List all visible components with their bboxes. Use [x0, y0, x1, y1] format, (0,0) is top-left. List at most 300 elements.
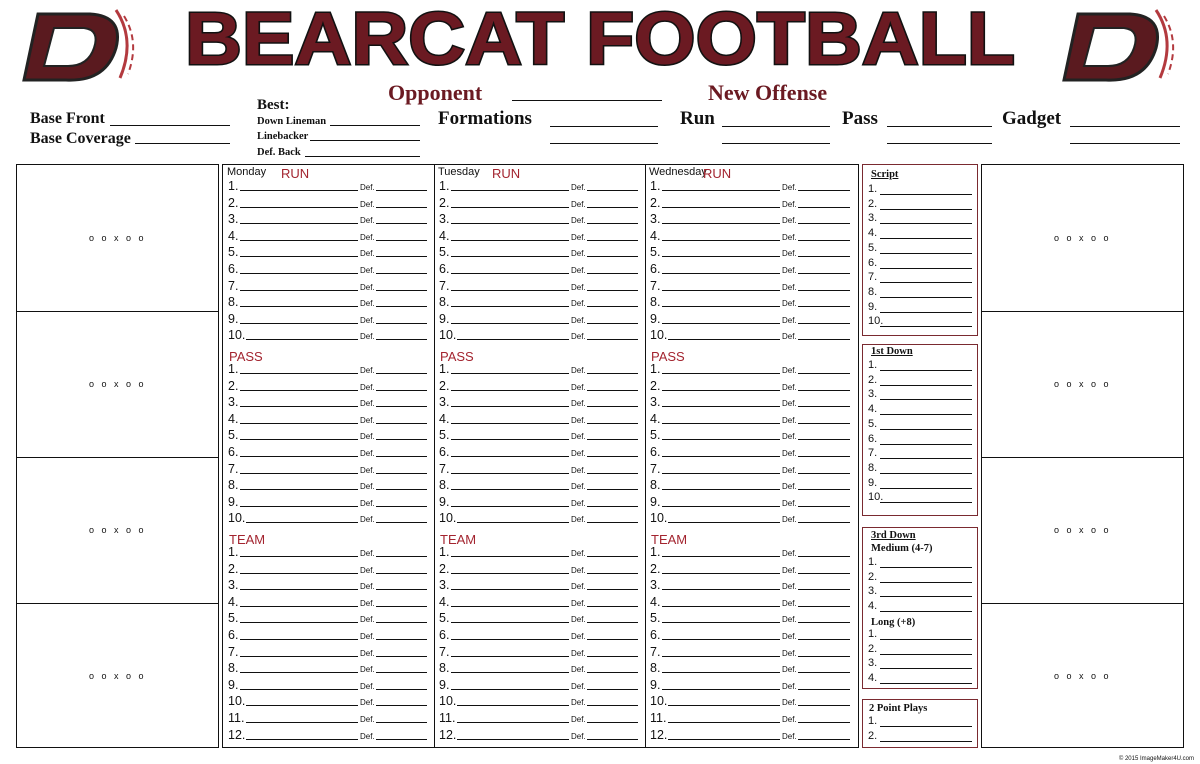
- play-row[interactable]: [439, 709, 640, 725]
- play-field[interactable]: [246, 522, 358, 523]
- def-field[interactable]: [376, 323, 427, 324]
- play-row[interactable]: [650, 210, 852, 226]
- play-field[interactable]: [451, 506, 569, 507]
- def-field[interactable]: [376, 656, 427, 657]
- def-field[interactable]: [376, 473, 427, 474]
- play-field[interactable]: [880, 282, 972, 283]
- def-field[interactable]: [587, 207, 638, 208]
- pass-field-2[interactable]: [887, 129, 992, 144]
- script-row[interactable]: [868, 462, 972, 476]
- def-field[interactable]: [376, 622, 427, 623]
- play-field[interactable]: [457, 739, 569, 740]
- def-field[interactable]: [587, 323, 638, 324]
- def-field[interactable]: [798, 256, 850, 257]
- def-field[interactable]: [587, 606, 638, 607]
- script-row[interactable]: [868, 183, 972, 197]
- formations-field-2[interactable]: [550, 129, 658, 144]
- def-field[interactable]: [376, 573, 427, 574]
- play-row[interactable]: [228, 393, 429, 409]
- def-field[interactable]: [587, 390, 638, 391]
- play-field[interactable]: [880, 253, 972, 254]
- play-field[interactable]: [240, 256, 358, 257]
- play-row[interactable]: [439, 643, 640, 659]
- play-row[interactable]: [650, 426, 852, 442]
- play-field[interactable]: [457, 339, 569, 340]
- def-field[interactable]: [587, 656, 638, 657]
- script-row[interactable]: [868, 585, 972, 599]
- play-row[interactable]: [650, 576, 852, 592]
- def-field[interactable]: [376, 456, 427, 457]
- script-row[interactable]: [868, 315, 972, 329]
- play-field[interactable]: [880, 639, 972, 640]
- play-field[interactable]: [880, 297, 972, 298]
- def-field[interactable]: [798, 722, 850, 723]
- play-field[interactable]: [240, 423, 358, 424]
- play-field[interactable]: [662, 506, 780, 507]
- def-field[interactable]: [376, 223, 427, 224]
- play-row[interactable]: [439, 560, 640, 576]
- play-field[interactable]: [880, 567, 972, 568]
- play-row[interactable]: [439, 277, 640, 293]
- def-field[interactable]: [376, 339, 427, 340]
- script-row[interactable]: [868, 359, 972, 373]
- play-field[interactable]: [240, 240, 358, 241]
- play-row[interactable]: [228, 676, 429, 692]
- play-row[interactable]: [228, 609, 429, 625]
- play-field[interactable]: [451, 207, 569, 208]
- play-row[interactable]: [650, 310, 852, 326]
- play-field[interactable]: [880, 209, 972, 210]
- def-field[interactable]: [376, 373, 427, 374]
- def-field[interactable]: [798, 705, 850, 706]
- play-field[interactable]: [662, 573, 780, 574]
- play-field[interactable]: [662, 323, 780, 324]
- play-field[interactable]: [668, 722, 780, 723]
- def-field[interactable]: [798, 522, 850, 523]
- def-field[interactable]: [587, 705, 638, 706]
- play-row[interactable]: [439, 210, 640, 226]
- def-field[interactable]: [587, 240, 638, 241]
- play-field[interactable]: [240, 439, 358, 440]
- play-field[interactable]: [451, 439, 569, 440]
- def-field[interactable]: [376, 639, 427, 640]
- play-field[interactable]: [451, 423, 569, 424]
- script-row[interactable]: [868, 556, 972, 570]
- def-field[interactable]: [798, 339, 850, 340]
- play-field[interactable]: [662, 489, 780, 490]
- linebacker-field[interactable]: [310, 129, 420, 141]
- def-field[interactable]: [798, 439, 850, 440]
- formation-cell[interactable]: [982, 603, 1183, 749]
- play-field[interactable]: [880, 385, 972, 386]
- play-field[interactable]: [451, 323, 569, 324]
- def-field[interactable]: [798, 473, 850, 474]
- def-field[interactable]: [798, 406, 850, 407]
- play-field[interactable]: [451, 256, 569, 257]
- play-field[interactable]: [662, 290, 780, 291]
- play-field[interactable]: [662, 223, 780, 224]
- play-row[interactable]: [439, 692, 640, 708]
- play-field[interactable]: [246, 705, 358, 706]
- def-field[interactable]: [587, 190, 638, 191]
- play-field[interactable]: [880, 312, 972, 313]
- play-field[interactable]: [880, 399, 972, 400]
- play-field[interactable]: [880, 326, 972, 327]
- play-field[interactable]: [662, 556, 780, 557]
- def-field[interactable]: [798, 556, 850, 557]
- play-field[interactable]: [451, 406, 569, 407]
- play-field[interactable]: [880, 683, 972, 684]
- play-row[interactable]: [650, 493, 852, 509]
- def-field[interactable]: [798, 573, 850, 574]
- def-field[interactable]: [376, 589, 427, 590]
- play-row[interactable]: [439, 659, 640, 675]
- def-field[interactable]: [587, 589, 638, 590]
- run-field-2[interactable]: [722, 129, 830, 144]
- def-field[interactable]: [587, 339, 638, 340]
- formation-cell[interactable]: [17, 311, 218, 457]
- play-field[interactable]: [240, 489, 358, 490]
- play-field[interactable]: [451, 622, 569, 623]
- play-field[interactable]: [451, 190, 569, 191]
- play-row[interactable]: [439, 243, 640, 259]
- def-field[interactable]: [587, 256, 638, 257]
- play-row[interactable]: [228, 593, 429, 609]
- play-field[interactable]: [457, 722, 569, 723]
- play-row[interactable]: [228, 410, 429, 426]
- def-field[interactable]: [798, 240, 850, 241]
- script-row[interactable]: [868, 715, 972, 729]
- play-row[interactable]: [228, 177, 429, 193]
- play-field[interactable]: [240, 456, 358, 457]
- play-field[interactable]: [240, 473, 358, 474]
- def-field[interactable]: [376, 722, 427, 723]
- def-field[interactable]: [798, 689, 850, 690]
- play-field[interactable]: [662, 373, 780, 374]
- def-field[interactable]: [798, 456, 850, 457]
- play-field[interactable]: [246, 722, 358, 723]
- play-row[interactable]: [650, 709, 852, 725]
- def-field[interactable]: [798, 323, 850, 324]
- play-row[interactable]: [650, 443, 852, 459]
- play-field[interactable]: [880, 668, 972, 669]
- def-field[interactable]: [376, 705, 427, 706]
- play-field[interactable]: [662, 306, 780, 307]
- def-field[interactable]: [798, 672, 850, 673]
- def-field[interactable]: [587, 739, 638, 740]
- play-field[interactable]: [451, 672, 569, 673]
- play-field[interactable]: [880, 444, 972, 445]
- def-field[interactable]: [376, 606, 427, 607]
- play-row[interactable]: [228, 277, 429, 293]
- play-field[interactable]: [880, 473, 972, 474]
- play-row[interactable]: [439, 194, 640, 210]
- play-field[interactable]: [880, 429, 972, 430]
- opponent-field[interactable]: [512, 82, 662, 101]
- play-row[interactable]: [650, 560, 852, 576]
- play-field[interactable]: [668, 705, 780, 706]
- play-row[interactable]: [439, 576, 640, 592]
- play-row[interactable]: [650, 326, 852, 342]
- play-row[interactable]: [228, 426, 429, 442]
- play-field[interactable]: [880, 194, 972, 195]
- script-row[interactable]: [868, 212, 972, 226]
- def-field[interactable]: [798, 656, 850, 657]
- formation-cell[interactable]: [17, 165, 218, 311]
- def-field[interactable]: [587, 639, 638, 640]
- play-row[interactable]: [439, 460, 640, 476]
- play-row[interactable]: [228, 726, 429, 742]
- play-field[interactable]: [880, 370, 972, 371]
- play-row[interactable]: [439, 360, 640, 376]
- play-field[interactable]: [451, 223, 569, 224]
- play-field[interactable]: [240, 573, 358, 574]
- play-row[interactable]: [650, 643, 852, 659]
- script-row[interactable]: [868, 388, 972, 402]
- script-row[interactable]: [868, 374, 972, 388]
- play-row[interactable]: [650, 476, 852, 492]
- play-row[interactable]: [228, 560, 429, 576]
- play-field[interactable]: [240, 506, 358, 507]
- play-field[interactable]: [240, 672, 358, 673]
- play-field[interactable]: [240, 689, 358, 690]
- def-field[interactable]: [376, 190, 427, 191]
- def-field[interactable]: [587, 573, 638, 574]
- script-row[interactable]: [868, 477, 972, 491]
- def-field[interactable]: [587, 290, 638, 291]
- play-field[interactable]: [451, 639, 569, 640]
- play-field[interactable]: [662, 589, 780, 590]
- def-field[interactable]: [798, 506, 850, 507]
- play-row[interactable]: [650, 676, 852, 692]
- play-row[interactable]: [439, 609, 640, 625]
- def-field[interactable]: [587, 722, 638, 723]
- play-field[interactable]: [662, 606, 780, 607]
- script-row[interactable]: [868, 433, 972, 447]
- play-field[interactable]: [240, 273, 358, 274]
- play-field[interactable]: [240, 390, 358, 391]
- play-field[interactable]: [240, 306, 358, 307]
- play-row[interactable]: [439, 543, 640, 559]
- script-row[interactable]: [868, 643, 972, 657]
- play-field[interactable]: [662, 656, 780, 657]
- def-field[interactable]: [587, 306, 638, 307]
- play-row[interactable]: [228, 377, 429, 393]
- play-field[interactable]: [451, 273, 569, 274]
- play-field[interactable]: [451, 606, 569, 607]
- play-row[interactable]: [228, 443, 429, 459]
- def-field[interactable]: [376, 207, 427, 208]
- play-row[interactable]: [228, 476, 429, 492]
- play-row[interactable]: [228, 626, 429, 642]
- def-field[interactable]: [798, 622, 850, 623]
- def-field[interactable]: [798, 190, 850, 191]
- def-field[interactable]: [376, 256, 427, 257]
- formations-field-1[interactable]: [550, 110, 658, 127]
- script-row[interactable]: [868, 301, 972, 315]
- play-row[interactable]: [439, 326, 640, 342]
- play-field[interactable]: [451, 589, 569, 590]
- play-field[interactable]: [662, 207, 780, 208]
- play-row[interactable]: [650, 177, 852, 193]
- pass-field-1[interactable]: [887, 110, 992, 127]
- def-field[interactable]: [376, 672, 427, 673]
- play-row[interactable]: [439, 493, 640, 509]
- def-field[interactable]: [376, 406, 427, 407]
- def-field[interactable]: [376, 240, 427, 241]
- play-row[interactable]: [650, 377, 852, 393]
- play-field[interactable]: [668, 739, 780, 740]
- play-row[interactable]: [228, 493, 429, 509]
- play-field[interactable]: [662, 689, 780, 690]
- play-row[interactable]: [439, 509, 640, 525]
- base-front-field[interactable]: [110, 110, 230, 126]
- script-row[interactable]: [868, 628, 972, 642]
- play-field[interactable]: [451, 689, 569, 690]
- play-row[interactable]: [650, 593, 852, 609]
- play-row[interactable]: [228, 260, 429, 276]
- play-row[interactable]: [439, 260, 640, 276]
- play-field[interactable]: [451, 456, 569, 457]
- def-field[interactable]: [376, 522, 427, 523]
- play-row[interactable]: [439, 393, 640, 409]
- def-field[interactable]: [798, 290, 850, 291]
- def-field[interactable]: [376, 556, 427, 557]
- play-field[interactable]: [240, 606, 358, 607]
- play-row[interactable]: [439, 726, 640, 742]
- play-field[interactable]: [246, 739, 358, 740]
- def-field[interactable]: [376, 439, 427, 440]
- def-field[interactable]: [376, 689, 427, 690]
- def-field[interactable]: [798, 273, 850, 274]
- play-field[interactable]: [451, 240, 569, 241]
- gadget-field-1[interactable]: [1070, 110, 1180, 127]
- def-field[interactable]: [587, 439, 638, 440]
- play-row[interactable]: [228, 194, 429, 210]
- play-row[interactable]: [228, 576, 429, 592]
- play-row[interactable]: [650, 277, 852, 293]
- play-row[interactable]: [228, 326, 429, 342]
- def-field[interactable]: [376, 489, 427, 490]
- def-field[interactable]: [798, 489, 850, 490]
- play-field[interactable]: [240, 556, 358, 557]
- play-row[interactable]: [228, 210, 429, 226]
- play-field[interactable]: [451, 656, 569, 657]
- play-row[interactable]: [228, 543, 429, 559]
- def-field[interactable]: [376, 290, 427, 291]
- script-row[interactable]: [868, 198, 972, 212]
- play-row[interactable]: [650, 543, 852, 559]
- def-field[interactable]: [798, 390, 850, 391]
- def-field[interactable]: [587, 473, 638, 474]
- def-field[interactable]: [376, 739, 427, 740]
- def-field[interactable]: [587, 622, 638, 623]
- down-lineman-field[interactable]: [330, 114, 420, 126]
- play-row[interactable]: [650, 227, 852, 243]
- def-field[interactable]: [798, 207, 850, 208]
- play-row[interactable]: [439, 177, 640, 193]
- def-field[interactable]: [587, 689, 638, 690]
- script-row[interactable]: [868, 418, 972, 432]
- play-row[interactable]: [650, 360, 852, 376]
- play-field[interactable]: [662, 190, 780, 191]
- script-row[interactable]: [868, 227, 972, 241]
- def-field[interactable]: [587, 522, 638, 523]
- play-row[interactable]: [650, 726, 852, 742]
- script-row[interactable]: [868, 447, 972, 461]
- play-field[interactable]: [880, 238, 972, 239]
- play-row[interactable]: [650, 410, 852, 426]
- play-row[interactable]: [228, 709, 429, 725]
- play-field[interactable]: [451, 489, 569, 490]
- play-row[interactable]: [439, 310, 640, 326]
- play-row[interactable]: [228, 643, 429, 659]
- def-field[interactable]: [376, 306, 427, 307]
- formation-cell[interactable]: [982, 311, 1183, 457]
- play-field[interactable]: [662, 456, 780, 457]
- play-row[interactable]: [650, 194, 852, 210]
- script-row[interactable]: [868, 257, 972, 271]
- script-row[interactable]: [868, 600, 972, 614]
- def-field[interactable]: [798, 223, 850, 224]
- play-field[interactable]: [240, 190, 358, 191]
- def-field[interactable]: [798, 306, 850, 307]
- play-field[interactable]: [451, 306, 569, 307]
- play-field[interactable]: [662, 390, 780, 391]
- play-field[interactable]: [668, 339, 780, 340]
- play-row[interactable]: [650, 293, 852, 309]
- play-field[interactable]: [880, 414, 972, 415]
- formation-cell[interactable]: [17, 457, 218, 603]
- play-field[interactable]: [662, 439, 780, 440]
- def-field[interactable]: [798, 739, 850, 740]
- formation-cell[interactable]: [982, 165, 1183, 311]
- def-field[interactable]: [587, 273, 638, 274]
- play-field[interactable]: [880, 268, 972, 269]
- play-field[interactable]: [880, 488, 972, 489]
- formation-cell[interactable]: [17, 603, 218, 749]
- play-field[interactable]: [240, 207, 358, 208]
- play-field[interactable]: [662, 406, 780, 407]
- play-row[interactable]: [439, 443, 640, 459]
- play-field[interactable]: [451, 473, 569, 474]
- def-field[interactable]: [587, 223, 638, 224]
- play-row[interactable]: [228, 509, 429, 525]
- play-row[interactable]: [228, 360, 429, 376]
- play-field[interactable]: [451, 573, 569, 574]
- def-field[interactable]: [376, 390, 427, 391]
- def-field[interactable]: [587, 373, 638, 374]
- play-row[interactable]: [650, 609, 852, 625]
- play-field[interactable]: [662, 473, 780, 474]
- play-row[interactable]: [650, 260, 852, 276]
- play-field[interactable]: [880, 582, 972, 583]
- play-field[interactable]: [240, 223, 358, 224]
- script-row[interactable]: [868, 672, 972, 686]
- play-field[interactable]: [451, 290, 569, 291]
- def-field[interactable]: [587, 506, 638, 507]
- formation-cell[interactable]: [982, 457, 1183, 603]
- play-field[interactable]: [240, 290, 358, 291]
- play-field[interactable]: [880, 726, 972, 727]
- def-field[interactable]: [587, 556, 638, 557]
- play-row[interactable]: [439, 227, 640, 243]
- play-field[interactable]: [880, 654, 972, 655]
- play-field[interactable]: [457, 705, 569, 706]
- gadget-field-2[interactable]: [1070, 129, 1180, 144]
- play-row[interactable]: [439, 676, 640, 692]
- base-coverage-field[interactable]: [135, 128, 230, 144]
